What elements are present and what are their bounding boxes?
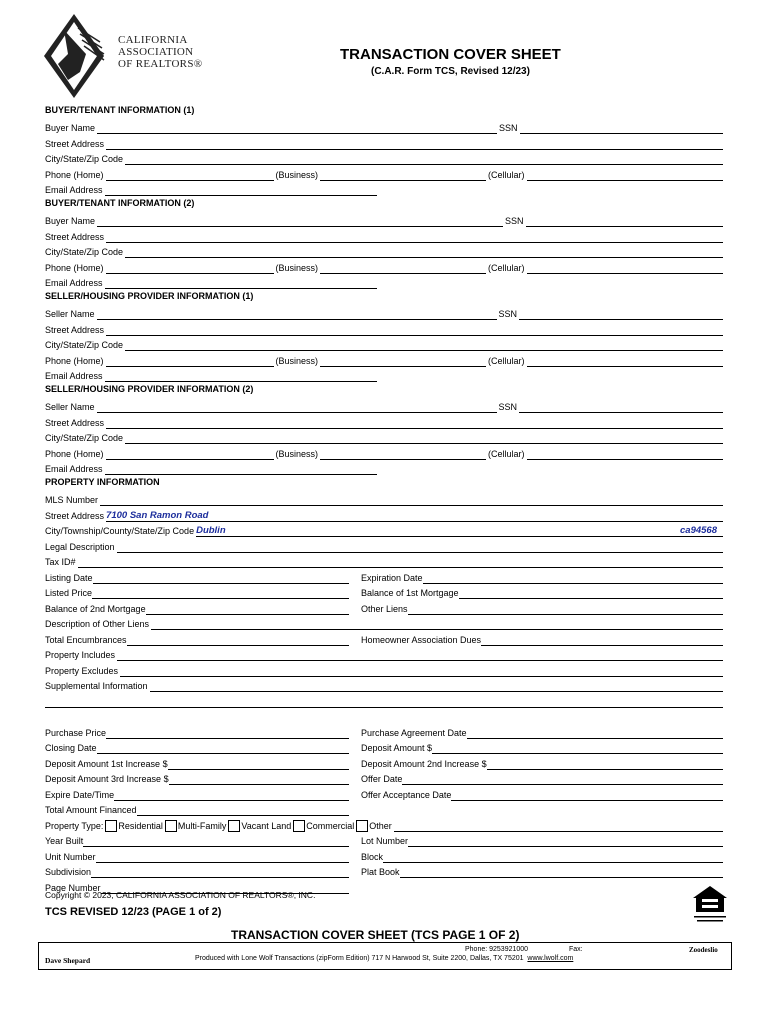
buyer1-phone-home-field[interactable] xyxy=(106,170,274,181)
seller2-phone-home-field[interactable] xyxy=(106,449,274,460)
buyer1-name-row xyxy=(45,119,723,135)
subdivision-field[interactable] xyxy=(91,867,349,878)
property-city-value: Dublin xyxy=(196,525,226,536)
buyer1-street-row xyxy=(45,134,723,150)
footer-agent: Dave Shepard xyxy=(45,956,91,965)
mls-row xyxy=(45,491,723,507)
total-encumbrances-field[interactable] xyxy=(127,635,349,646)
seller2-email-row xyxy=(45,460,723,476)
ssn-label: SSN xyxy=(498,309,518,319)
offer-acceptance-field[interactable] xyxy=(451,790,723,801)
buyer-name-label: Buyer Name xyxy=(45,216,96,226)
buyer1-city-field[interactable] xyxy=(125,154,723,165)
property-street-value: 7100 San Ramon Road xyxy=(106,509,209,521)
lot-number-field[interactable] xyxy=(408,836,723,847)
email-label: Email Address xyxy=(45,464,103,474)
seller1-email-field[interactable] xyxy=(105,371,377,382)
year-lot-row xyxy=(45,832,723,848)
offer-acceptance-label: Offer Acceptance Date xyxy=(361,789,452,800)
copyright: Copyright © 2023, CALIFORNIA ASSOCIATION OF REALTORS®, INC. xyxy=(45,890,316,900)
cellular-label: (Cellular) xyxy=(488,355,525,366)
closing-deposit-row xyxy=(45,739,723,755)
property-street-row xyxy=(45,506,723,522)
buyer2-ssn-field[interactable] xyxy=(526,216,723,227)
hoa-dues-label: Homeowner Association Dues xyxy=(361,634,482,645)
buyer1-street-field[interactable] xyxy=(106,139,723,150)
buyer1-email-field[interactable] xyxy=(105,185,377,196)
street-label: Street Address xyxy=(45,324,105,335)
unit-number-label: Unit Number xyxy=(45,851,96,862)
listed-price-field[interactable] xyxy=(92,588,349,599)
mls-label: MLS Number xyxy=(45,495,99,505)
deposit-amount-label: Deposit Amount $ xyxy=(361,743,433,753)
property-zip-value: ca94568 xyxy=(680,525,717,536)
footer-fax: Fax: xyxy=(569,946,583,953)
buyer2-name-row xyxy=(45,212,723,228)
year-built-label: Year Built xyxy=(45,836,84,846)
phone-home-label: Phone (Home) xyxy=(45,262,104,273)
cellular-label: (Cellular) xyxy=(488,448,525,459)
seller2-name-row xyxy=(45,398,723,414)
street-label: Street Address xyxy=(45,417,105,428)
legal-row xyxy=(45,537,723,553)
email-label: Email Address xyxy=(45,185,103,195)
buyer1-name-field[interactable] xyxy=(97,123,497,134)
vacant-land-checkbox[interactable] xyxy=(228,820,240,832)
cellular-label: (Cellular) xyxy=(488,169,525,180)
property-city-field[interactable] xyxy=(196,526,723,537)
seller2-name-field[interactable] xyxy=(97,402,497,413)
unit-number-field[interactable] xyxy=(96,852,349,863)
property-street-field[interactable] xyxy=(106,511,723,522)
seller1-city-row xyxy=(45,336,723,352)
deposit-1st-label: Deposit Amount 1st Increase $ xyxy=(45,758,168,769)
seller2-phone-cell-field[interactable] xyxy=(527,449,723,460)
deposit-increase-row xyxy=(45,754,723,770)
footer-phone: Phone: 9253921000 xyxy=(465,946,529,953)
offer-date-label: Offer Date xyxy=(361,774,403,784)
city-label: City/State/Zip Code xyxy=(45,247,124,257)
supplemental-field[interactable] xyxy=(150,681,723,692)
lot-number-label: Lot Number xyxy=(361,836,409,846)
buyer2-street-row xyxy=(45,227,723,243)
seller1-street-field[interactable] xyxy=(106,325,723,336)
section-seller-1: SELLER/HOUSING PROVIDER INFORMATION (1) xyxy=(45,291,254,301)
buyer2-city-row xyxy=(45,243,723,259)
page-subtitle: (C.A.R. Form TCS, Revised 12/23) xyxy=(371,66,530,77)
buyer1-phone-cell-field[interactable] xyxy=(527,170,723,181)
buyer2-email-row xyxy=(45,274,723,290)
excludes-field[interactable] xyxy=(120,666,723,677)
seller2-street-field[interactable] xyxy=(106,418,723,429)
other-checkbox[interactable] xyxy=(356,820,368,832)
price-balance1-row xyxy=(45,584,723,600)
deposit3-offer-row xyxy=(45,770,723,786)
equal-housing-icon xyxy=(690,884,730,926)
desc-other-liens-label: Description of Other Liens xyxy=(45,619,150,629)
price-agreement-row xyxy=(45,723,723,739)
city-label: City/State/Zip Code xyxy=(45,433,124,443)
seller2-phone-business-field[interactable] xyxy=(320,449,486,460)
offer-date-field[interactable] xyxy=(402,774,723,785)
phone-home-label: Phone (Home) xyxy=(45,355,104,366)
property-city-row xyxy=(45,522,723,538)
purchase-agreement-date-field[interactable] xyxy=(467,728,723,739)
buyer1-ssn-field[interactable] xyxy=(520,123,723,134)
subdivision-label: Subdivision xyxy=(45,867,92,877)
tax-field[interactable] xyxy=(78,557,723,568)
desc-other-liens-field[interactable] xyxy=(151,619,723,630)
subdivision-plat-row xyxy=(45,863,723,879)
deposit-amount-field[interactable] xyxy=(432,743,723,754)
footer-produced-text: Produced with Lone Wolf Transactions (zipForm Edition) 717 N Harwood St, Suite 2200, Dallas, TX 75201 xyxy=(195,955,524,962)
buyer2-name-field[interactable] xyxy=(97,216,503,227)
seller2-phone-row xyxy=(45,444,723,460)
commercial-label: Commercial xyxy=(306,820,355,831)
listing-date-label: Listing Date xyxy=(45,572,93,583)
section-seller-2: SELLER/HOUSING PROVIDER INFORMATION (2) xyxy=(45,384,254,394)
other-liens-label: Other Liens xyxy=(361,603,408,614)
multifamily-label: Multi-Family xyxy=(177,820,227,831)
email-label: Email Address xyxy=(45,371,103,381)
email-label: Email Address xyxy=(45,278,103,288)
buyer2-street-field[interactable] xyxy=(106,232,723,243)
encumbrances-hoa-row xyxy=(45,630,723,646)
tax-label: Tax ID# xyxy=(45,557,76,567)
business-label: (Business) xyxy=(275,169,319,180)
supplemental-continuation-row xyxy=(45,692,723,708)
purchase-price-label: Purchase Price xyxy=(45,727,107,738)
legal-field[interactable] xyxy=(117,542,723,553)
purchase-price-field[interactable] xyxy=(106,728,349,739)
supplemental-continuation-field[interactable] xyxy=(45,697,723,708)
section-buyer-1: BUYER/TENANT INFORMATION (1) xyxy=(45,105,195,115)
closing-date-field[interactable] xyxy=(97,743,349,754)
deposit-2nd-field[interactable] xyxy=(487,759,723,770)
total-financed-field[interactable] xyxy=(137,805,349,816)
business-label: (Business) xyxy=(275,262,319,273)
includes-field[interactable] xyxy=(117,650,723,661)
plat-book-label: Plat Book xyxy=(361,867,400,877)
property-type-row xyxy=(45,816,723,832)
street-label: Street Address xyxy=(45,231,105,242)
deposit-3rd-label: Deposit Amount 3rd Increase $ xyxy=(45,774,169,784)
business-label: (Business) xyxy=(275,355,319,366)
logo-line-3: OF REALTORS® xyxy=(118,58,203,70)
city-label: City/State/Zip Code xyxy=(45,154,124,164)
seller1-ssn-field[interactable] xyxy=(519,309,723,320)
seller2-ssn-field[interactable] xyxy=(519,402,723,413)
excludes-label: Property Excludes xyxy=(45,665,119,676)
balance-1st-label: Balance of 1st Mortgage xyxy=(361,588,459,598)
seller2-email-field[interactable] xyxy=(105,464,377,475)
logo-text xyxy=(118,34,202,70)
includes-label: Property Includes xyxy=(45,650,116,660)
plat-book-field[interactable] xyxy=(400,867,723,878)
logo-line-1: CALIFORNIA xyxy=(118,34,188,46)
zipform-footer xyxy=(38,942,732,970)
expire-field[interactable] xyxy=(114,790,349,801)
buyer2-city-field[interactable] xyxy=(125,247,723,258)
phone-home-label: Phone (Home) xyxy=(45,448,104,459)
listing-expiration-row xyxy=(45,568,723,584)
car-logo xyxy=(44,14,204,98)
seller1-phone-cell-field[interactable] xyxy=(527,356,723,367)
deposit-2nd-label: Deposit Amount 2nd Increase $ xyxy=(361,758,487,769)
expiration-date-label: Expiration Date xyxy=(361,572,423,583)
ssn-label: SSN xyxy=(499,123,518,133)
section-property: PROPERTY INFORMATION xyxy=(45,477,160,487)
closing-date-label: Closing Date xyxy=(45,743,97,753)
buyer2-phone-cell-field[interactable] xyxy=(527,263,723,274)
other-liens-field[interactable] xyxy=(408,604,723,615)
total-encumbrances-label: Total Encumbrances xyxy=(45,634,127,645)
seller2-street-row xyxy=(45,413,723,429)
seller1-name-row xyxy=(45,305,723,321)
deposit-1st-field[interactable] xyxy=(168,759,349,770)
street-label: Street Address xyxy=(45,138,105,149)
footer-produced xyxy=(195,955,573,962)
balance-2nd-field[interactable] xyxy=(146,604,349,615)
excludes-row xyxy=(45,661,723,677)
buyer2-phone-home-field[interactable] xyxy=(106,263,274,274)
balance2-liens-row xyxy=(45,599,723,615)
seller-name-label: Seller Name xyxy=(45,309,95,319)
includes-row xyxy=(45,646,723,662)
seller1-phone-home-field[interactable] xyxy=(106,356,274,367)
year-built-field[interactable] xyxy=(83,836,349,847)
unit-block-row xyxy=(45,847,723,863)
cellular-label: (Cellular) xyxy=(488,262,525,273)
footer-link[interactable]: www.lwolf.com xyxy=(527,955,574,962)
hoa-dues-field[interactable] xyxy=(481,635,723,646)
balance-1st-field[interactable] xyxy=(459,588,723,599)
page-number-label: Page Number xyxy=(45,882,101,893)
desc-liens-row xyxy=(45,615,723,631)
residential-label: Residential xyxy=(118,820,163,831)
ssn-label: SSN xyxy=(505,216,524,226)
residential-checkbox[interactable] xyxy=(105,820,117,832)
buyer1-phone-business-field[interactable] xyxy=(320,170,486,181)
buyer1-email-row xyxy=(45,181,723,197)
legal-label: Legal Description xyxy=(45,541,115,552)
city-label: City/State/Zip Code xyxy=(45,340,124,350)
total-financed-label: Total Amount Financed xyxy=(45,805,137,815)
page-footer-title: TRANSACTION COVER SHEET (TCS PAGE 1 OF 2) xyxy=(231,928,520,942)
seller2-city-row xyxy=(45,429,723,445)
seller1-phone-business-field[interactable] xyxy=(320,356,486,367)
page-title: TRANSACTION COVER SHEET xyxy=(340,46,561,63)
expire-label: Expire Date/Time xyxy=(45,789,115,800)
spacer xyxy=(45,708,723,724)
form-body xyxy=(45,103,723,894)
other-label: Other xyxy=(369,820,392,831)
block-field[interactable] xyxy=(383,852,723,863)
purchase-agreement-date-label: Purchase Agreement Date xyxy=(361,727,467,738)
mls-field[interactable] xyxy=(100,495,723,506)
seller1-email-row xyxy=(45,367,723,383)
financed-row xyxy=(45,801,723,817)
other-type-field[interactable] xyxy=(394,821,723,832)
listing-date-field[interactable] xyxy=(93,573,349,584)
buyer-name-label: Buyer Name xyxy=(45,123,96,133)
seller-name-label: Seller Name xyxy=(45,402,95,412)
property-street-label: Street Address xyxy=(45,510,105,521)
seller1-city-field[interactable] xyxy=(125,340,723,351)
car-logo-mark-icon xyxy=(44,14,118,98)
property-city-label: City/Township/County/State/Zip Code xyxy=(45,526,195,536)
deposit-3rd-field[interactable] xyxy=(169,774,349,785)
block-label: Block xyxy=(361,851,384,862)
commercial-checkbox[interactable] xyxy=(293,820,305,832)
supplemental-label: Supplemental Information xyxy=(45,681,148,691)
business-label: (Business) xyxy=(275,448,319,459)
vacant-land-label: Vacant Land xyxy=(241,820,292,831)
phone-home-label: Phone (Home) xyxy=(45,169,104,180)
ssn-label: SSN xyxy=(498,402,518,412)
section-buyer-2: BUYER/TENANT INFORMATION (2) xyxy=(45,198,195,208)
buyer1-phone-row xyxy=(45,165,723,181)
seller1-street-row xyxy=(45,320,723,336)
footer-file-name: Zoodeslio xyxy=(689,946,718,954)
seller2-city-field[interactable] xyxy=(125,433,723,444)
buyer2-phone-business-field[interactable] xyxy=(320,263,486,274)
seller1-phone-row xyxy=(45,351,723,367)
multifamily-checkbox[interactable] xyxy=(165,820,177,832)
supplemental-row xyxy=(45,677,723,693)
tax-row xyxy=(45,553,723,569)
listed-price-label: Listed Price xyxy=(45,588,93,598)
buyer2-phone-row xyxy=(45,258,723,274)
revision-label: TCS REVISED 12/23 (PAGE 1 of 2) xyxy=(45,906,222,918)
buyer1-city-row xyxy=(45,150,723,166)
property-type-label: Property Type: xyxy=(45,820,104,831)
balance-2nd-label: Balance of 2nd Mortgage xyxy=(45,603,146,614)
expiration-date-field[interactable] xyxy=(423,573,723,584)
expire-acceptance-row xyxy=(45,785,723,801)
buyer2-email-field[interactable] xyxy=(105,278,377,289)
seller1-name-field[interactable] xyxy=(97,309,497,320)
logo-line-2: ASSOCIATION xyxy=(118,46,194,58)
